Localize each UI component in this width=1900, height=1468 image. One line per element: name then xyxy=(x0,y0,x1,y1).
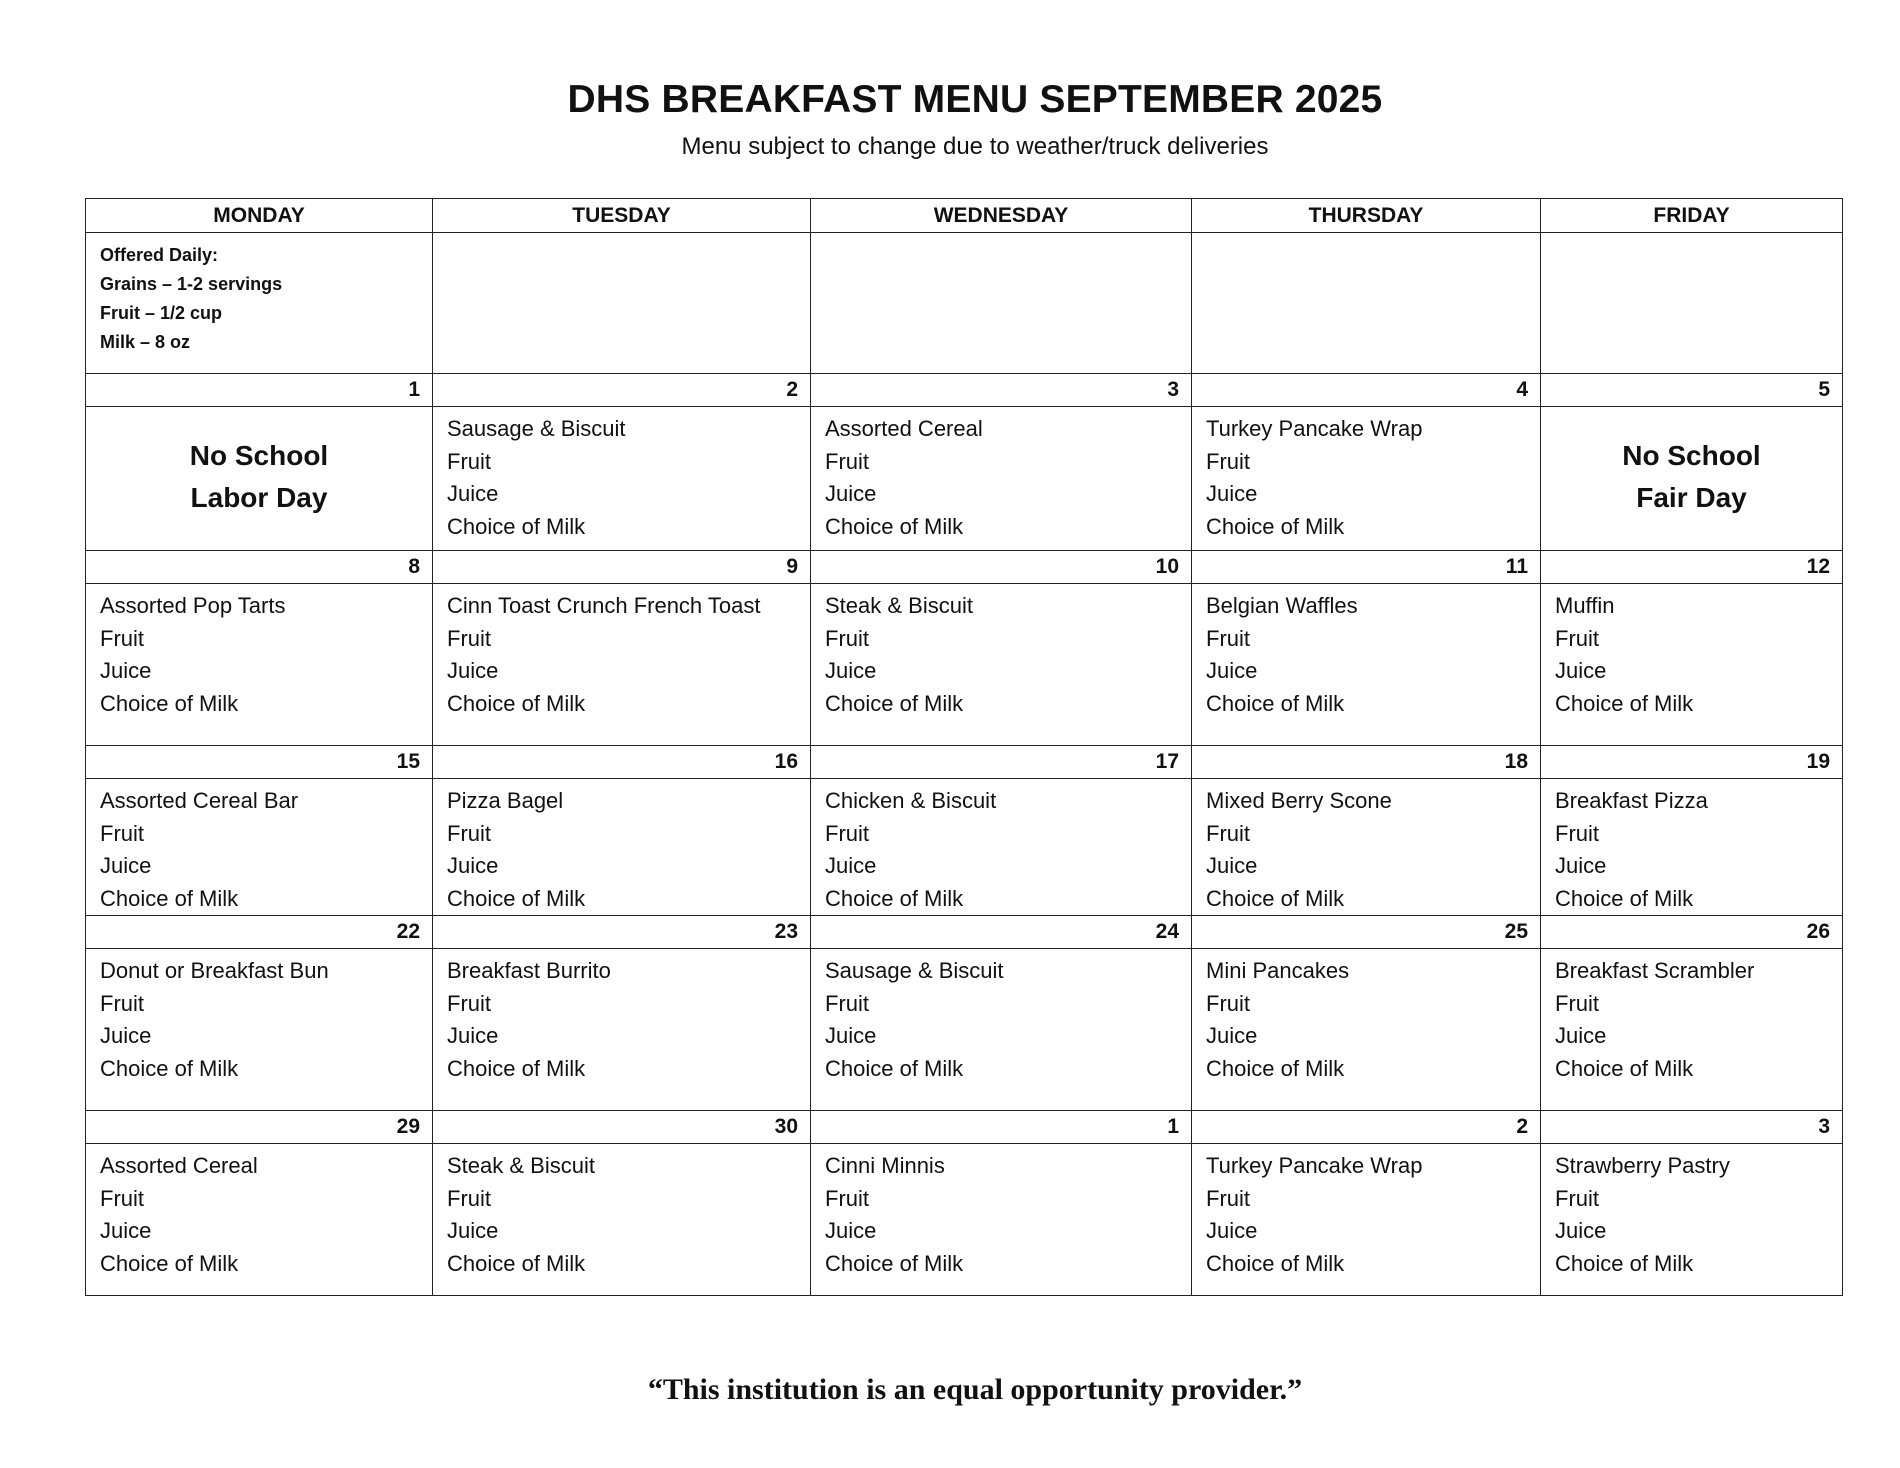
menu-cell xyxy=(811,584,1192,746)
menu-item: Juice xyxy=(825,481,877,506)
menu-item: Juice xyxy=(1206,658,1258,683)
date-number: 11 xyxy=(1192,551,1541,584)
date-row xyxy=(86,916,1843,949)
date-number: 2 xyxy=(1192,1111,1541,1144)
menu-row xyxy=(86,584,1843,746)
menu-item: Fruit xyxy=(100,625,144,651)
menu-item: Choice of Milk xyxy=(447,1250,586,1276)
menu-item: Steak & Biscuit xyxy=(447,1153,595,1178)
no-school-notice xyxy=(100,413,418,519)
date-number: 18 xyxy=(1192,746,1541,779)
menu-cell xyxy=(86,949,433,1111)
date-number: 23 xyxy=(433,916,811,949)
menu-cell xyxy=(811,949,1192,1111)
menu-item: Choice of Milk xyxy=(1555,885,1694,911)
date-number: 10 xyxy=(811,551,1192,584)
date-number: 16 xyxy=(433,746,811,779)
menu-item: Choice of Milk xyxy=(1555,690,1694,716)
menu-item: Juice xyxy=(447,481,499,506)
menu-item: Juice xyxy=(825,853,877,878)
menu-item: Fruit xyxy=(825,448,869,474)
date-row xyxy=(86,746,1843,779)
date-number: 26 xyxy=(1541,916,1843,949)
menu-cell xyxy=(1541,949,1843,1111)
menu-item: Fruit xyxy=(825,625,869,651)
menu-cell xyxy=(1192,584,1541,746)
menu-cell xyxy=(811,407,1192,551)
day-header: THURSDAY xyxy=(1192,199,1541,233)
menu-item: Juice xyxy=(1555,1023,1607,1048)
menu-item: Choice of Milk xyxy=(1206,513,1345,539)
menu-cell xyxy=(1192,1144,1541,1296)
date-row xyxy=(86,551,1843,584)
menu-item: Fruit xyxy=(1206,990,1250,1016)
menu-item: Pizza Bagel xyxy=(447,788,564,813)
menu-cell xyxy=(1541,407,1843,551)
menu-item: Juice xyxy=(1555,658,1607,683)
menu-item: Belgian Waffles xyxy=(1206,593,1358,618)
menu-item: Juice xyxy=(825,1218,877,1243)
menu-item: Fruit xyxy=(100,990,144,1016)
menu-item: Fruit xyxy=(447,990,491,1016)
menu-item: Juice xyxy=(100,1218,152,1243)
offered-daily-cell xyxy=(86,233,433,374)
menu-item: Choice of Milk xyxy=(100,690,239,716)
date-number: 3 xyxy=(1541,1111,1843,1144)
menu-cell xyxy=(433,949,811,1111)
menu-calendar xyxy=(85,198,1843,1296)
menu-item: Sausage & Biscuit xyxy=(825,958,1004,983)
menu-item: Juice xyxy=(825,658,877,683)
menu-item: Choice of Milk xyxy=(447,1055,586,1081)
menu-cell xyxy=(433,1144,811,1296)
menu-item: Choice of Milk xyxy=(1555,1250,1694,1276)
offered-daily-row xyxy=(86,233,1843,374)
menu-row xyxy=(86,949,1843,1111)
date-number: 22 xyxy=(86,916,433,949)
menu-item: Choice of Milk xyxy=(447,885,586,911)
menu-row xyxy=(86,779,1843,916)
menu-item: Fruit xyxy=(1555,820,1599,846)
menu-cell xyxy=(1541,1144,1843,1296)
date-number: 29 xyxy=(86,1111,433,1144)
menu-cell xyxy=(86,779,433,916)
menu-item: Choice of Milk xyxy=(1555,1055,1694,1081)
menu-item: Sausage & Biscuit xyxy=(447,416,626,441)
menu-item: Juice xyxy=(1206,1218,1258,1243)
menu-item: Fruit xyxy=(825,820,869,846)
menu-item: Juice xyxy=(825,1023,877,1048)
menu-item: Breakfast Scrambler xyxy=(1555,958,1755,983)
menu-item: Juice xyxy=(1206,1023,1258,1048)
menu-item: Fruit xyxy=(825,990,869,1016)
empty-cell xyxy=(1541,233,1843,374)
menu-item: Choice of Milk xyxy=(1206,1250,1345,1276)
menu-item: Choice of Milk xyxy=(100,1055,239,1081)
menu-item: Cinn Toast Crunch French Toast xyxy=(447,593,761,618)
menu-item: Strawberry Pastry xyxy=(1555,1153,1730,1178)
date-number: 17 xyxy=(811,746,1192,779)
menu-item: Juice xyxy=(100,658,152,683)
no-school-line: No School xyxy=(189,440,329,471)
menu-item: Fruit xyxy=(447,1185,491,1211)
empty-cell xyxy=(433,233,811,374)
date-number: 8 xyxy=(86,551,433,584)
menu-item: Cinni Minnis xyxy=(825,1153,945,1178)
menu-item: Choice of Milk xyxy=(825,1250,964,1276)
menu-item: Fruit xyxy=(447,625,491,651)
menu-item: Breakfast Pizza xyxy=(1555,788,1708,813)
footer-statement: “This institution is an equal opportunity provider.” xyxy=(647,1373,1303,1406)
menu-row xyxy=(86,1144,1843,1296)
menu-item: Donut or Breakfast Bun xyxy=(100,958,329,983)
menu-item: Fruit xyxy=(100,820,144,846)
menu-item: Assorted Cereal Bar xyxy=(100,788,299,813)
menu-item: Assorted Pop Tarts xyxy=(100,593,286,618)
no-school-notice xyxy=(1555,413,1828,519)
menu-item: Juice xyxy=(447,658,499,683)
menu-item: Fruit xyxy=(447,820,491,846)
menu-item: Mini Pancakes xyxy=(1206,958,1350,983)
menu-cell xyxy=(1541,584,1843,746)
menu-item: Juice xyxy=(100,1023,152,1048)
menu-item: Assorted Cereal xyxy=(100,1153,258,1178)
date-number: 24 xyxy=(811,916,1192,949)
menu-item: Choice of Milk xyxy=(1206,1055,1345,1081)
menu-item: Turkey Pancake Wrap xyxy=(1206,1153,1423,1178)
menu-item: Fruit xyxy=(1206,625,1250,651)
menu-item: Juice xyxy=(100,853,152,878)
menu-item: Fruit xyxy=(100,1185,144,1211)
date-number: 1 xyxy=(86,374,433,407)
offered-line: Fruit – 1/2 cup xyxy=(100,303,223,323)
date-number: 15 xyxy=(86,746,433,779)
menu-item: Fruit xyxy=(1555,990,1599,1016)
menu-cell xyxy=(86,407,433,551)
menu-item: Fruit xyxy=(1555,625,1599,651)
menu-item: Juice xyxy=(447,1023,499,1048)
date-number: 2 xyxy=(433,374,811,407)
menu-item: Choice of Milk xyxy=(100,885,239,911)
menu-cell xyxy=(86,584,433,746)
menu-cell xyxy=(811,1144,1192,1296)
menu-item: Choice of Milk xyxy=(825,690,964,716)
menu-cell xyxy=(433,779,811,916)
date-number: 4 xyxy=(1192,374,1541,407)
menu-item: Chicken & Biscuit xyxy=(825,788,997,813)
menu-item: Juice xyxy=(1206,481,1258,506)
empty-cell xyxy=(811,233,1192,374)
menu-item: Fruit xyxy=(447,448,491,474)
menu-item: Juice xyxy=(447,853,499,878)
menu-cell xyxy=(811,779,1192,916)
day-header: WEDNESDAY xyxy=(811,199,1192,233)
date-number: 19 xyxy=(1541,746,1843,779)
menu-item: Juice xyxy=(1555,853,1607,878)
menu-cell xyxy=(1192,949,1541,1111)
menu-item: Turkey Pancake Wrap xyxy=(1206,416,1423,441)
menu-item: Breakfast Burrito xyxy=(447,958,611,983)
menu-item: Choice of Milk xyxy=(100,1250,239,1276)
menu-item: Steak & Biscuit xyxy=(825,593,973,618)
menu-item: Choice of Milk xyxy=(447,690,586,716)
menu-item: Fruit xyxy=(1555,1185,1599,1211)
menu-cell xyxy=(1192,407,1541,551)
menu-item: Fruit xyxy=(1206,448,1250,474)
menu-cell xyxy=(1541,779,1843,916)
menu-item: Choice of Milk xyxy=(1206,690,1345,716)
day-header: FRIDAY xyxy=(1541,199,1843,233)
menu-item: Muffin xyxy=(1555,593,1615,618)
date-number: 9 xyxy=(433,551,811,584)
empty-cell xyxy=(1192,233,1541,374)
offered-line: Grains – 1-2 servings xyxy=(100,274,283,294)
page-title: DHS BREAKFAST MENU SEPTEMBER 2025 xyxy=(567,78,1383,121)
menu-item: Assorted Cereal xyxy=(825,416,983,441)
offered-line: Offered Daily: xyxy=(100,245,219,265)
menu-cell xyxy=(86,1144,433,1296)
menu-item: Juice xyxy=(447,1218,499,1243)
menu-item: Choice of Milk xyxy=(447,513,586,539)
date-row xyxy=(86,374,1843,407)
menu-item: Choice of Milk xyxy=(1206,885,1345,911)
menu-cell xyxy=(433,584,811,746)
menu-item: Choice of Milk xyxy=(825,1055,964,1081)
day-header: TUESDAY xyxy=(433,199,811,233)
menu-item: Fruit xyxy=(1206,1185,1250,1211)
menu-cell xyxy=(433,407,811,551)
day-header: MONDAY xyxy=(86,199,433,233)
menu-row xyxy=(86,407,1843,551)
no-school-line: No School xyxy=(1622,440,1761,471)
page-subtitle: Menu subject to change due to weather/truck deliveries xyxy=(681,133,1269,160)
menu-item: Mixed Berry Scone xyxy=(1206,788,1392,813)
date-number: 25 xyxy=(1192,916,1541,949)
menu-item: Juice xyxy=(1555,1218,1607,1243)
menu-item: Juice xyxy=(1206,853,1258,878)
date-number: 30 xyxy=(433,1111,811,1144)
no-school-line: Fair Day xyxy=(1636,482,1747,513)
menu-item: Choice of Milk xyxy=(825,513,964,539)
weekday-header-row xyxy=(86,199,1843,233)
menu-item: Choice of Milk xyxy=(825,885,964,911)
no-school-line: Labor Day xyxy=(190,482,328,513)
date-number: 5 xyxy=(1541,374,1843,407)
date-row xyxy=(86,1111,1843,1144)
menu-cell xyxy=(1192,779,1541,916)
menu-item: Fruit xyxy=(1206,820,1250,846)
date-number: 3 xyxy=(811,374,1192,407)
offered-line: Milk – 8 oz xyxy=(100,332,191,352)
date-number: 12 xyxy=(1541,551,1843,584)
menu-item: Fruit xyxy=(825,1185,869,1211)
date-number: 1 xyxy=(811,1111,1192,1144)
